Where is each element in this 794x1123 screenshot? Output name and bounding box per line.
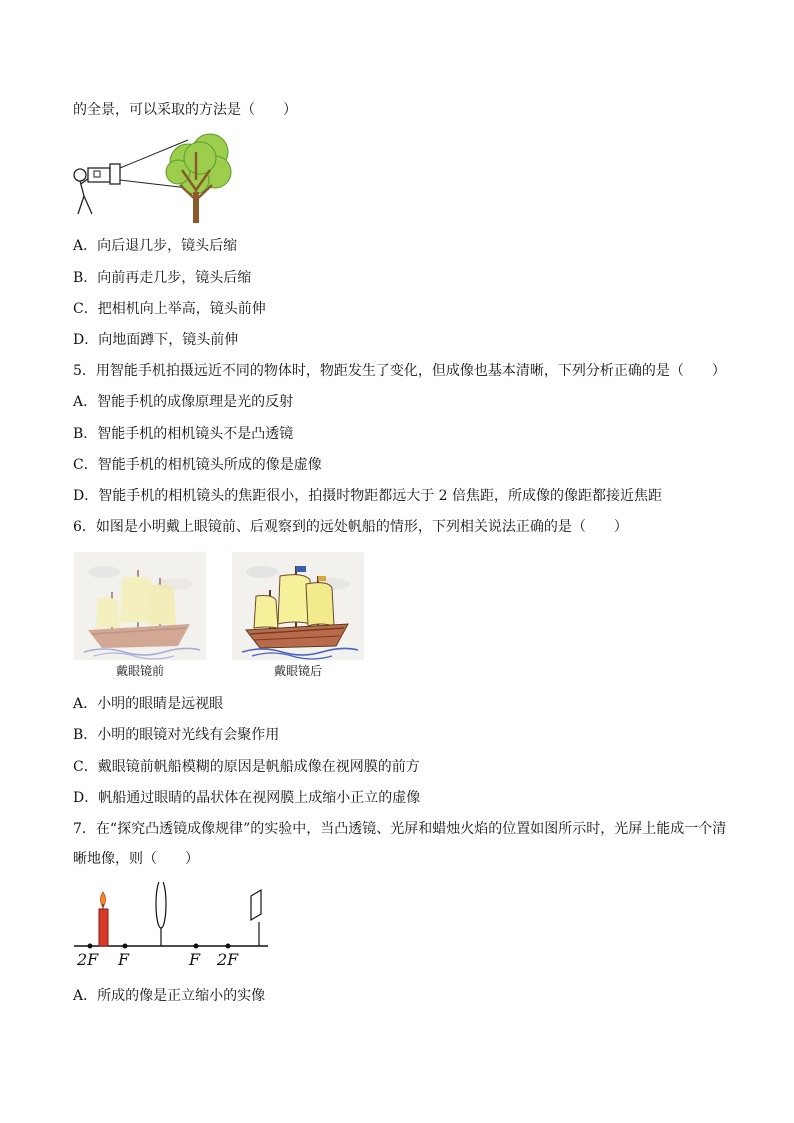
caption-after-glasses: 戴眼镜后	[274, 664, 323, 678]
q7-stem-line1: 7．在“探究凸透镜成像规律”的实验中，当凸透镜、光屏和蜡烛火焰的位置如图所示时，光屏上能成一个清	[73, 821, 727, 837]
axis-label-2f-left: 2F	[77, 950, 99, 969]
camera-tree-figure	[70, 130, 240, 225]
q6-option-a: A．小明的眼睛是远视眼	[73, 696, 224, 712]
q4-option-d: D．向地面蹲下，镜头前伸	[73, 332, 239, 348]
q5-option-a: A．智能手机的成像原理是光的反射	[73, 394, 294, 410]
axis-label-f-left: F	[118, 950, 130, 969]
q5-stem: 5．用智能手机拍摄远近不同的物体时，物距发生了变化，但成像也基本清晰，下列分析正确的是（ ）	[73, 363, 726, 379]
q7-stem-line2: 晰地像，则（ ）	[73, 851, 199, 867]
q5-option-b: B．智能手机的相机镜头不是凸透镜	[73, 426, 294, 442]
lens-bench-figure	[72, 882, 272, 950]
q7-option-a: A．所成的像是正立缩小的实像	[73, 988, 266, 1004]
q6-option-d: D．帆船通过眼睛的晶状体在视网膜上成缩小正立的虚像	[73, 790, 421, 806]
axis-label-f-right: F	[189, 950, 201, 969]
q4-stem-tail: 的全景，可以采取的方法是（ ）	[73, 102, 297, 118]
q6-option-c: C．戴眼镜前帆船模糊的原因是帆船成像在视网膜的前方	[73, 759, 420, 775]
caption-before-glasses: 戴眼镜前	[116, 664, 165, 678]
axis-label-2f-right: 2F	[217, 950, 239, 969]
q6-option-b: B．小明的眼镜对光线有会聚作用	[73, 727, 280, 743]
q5-option-d: D．智能手机的相机镜头的焦距很小，拍摄时物距都远大于 2 倍焦距，所成像的像距都接近焦距	[73, 488, 663, 504]
q4-option-b: B．向前再走几步，镜头后缩	[73, 270, 252, 286]
ship-before-glasses-image	[74, 552, 206, 660]
q4-option-c: C．把相机向上举高，镜头前伸	[73, 301, 266, 317]
ship-after-glasses-image	[232, 552, 364, 660]
q6-stem: 6．如图是小明戴上眼镜前、后观察到的远处帆船的情形，下列相关说法正确的是（ ）	[73, 519, 628, 535]
q4-option-a: A．向后退几步，镜头后缩	[73, 238, 238, 254]
q5-option-c: C．智能手机的相机镜头所成的像是虚像	[73, 457, 322, 473]
